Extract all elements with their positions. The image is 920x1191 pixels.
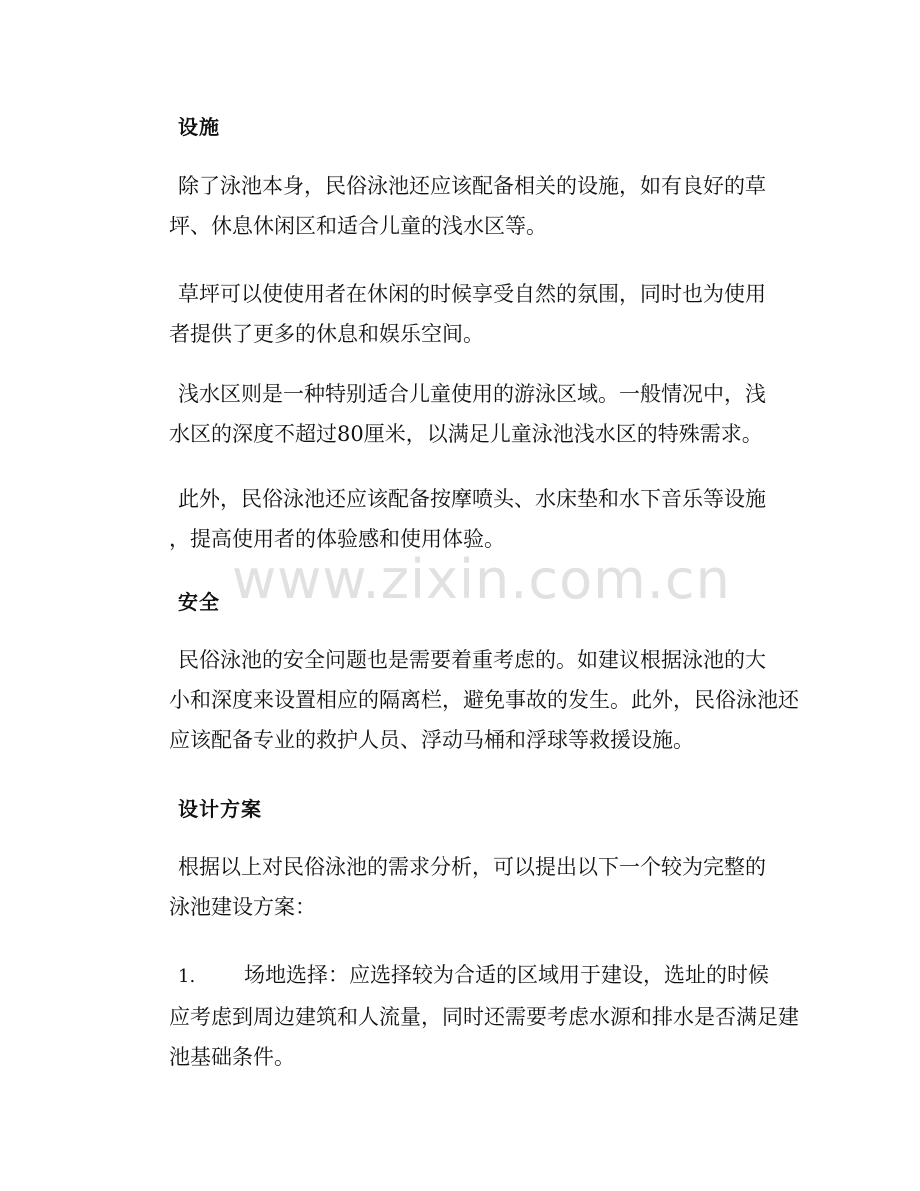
paragraph	[169, 374, 773, 454]
section-heading-facilities: 设施	[178, 115, 220, 139]
paragraph-line: 泳池建设方案：	[169, 895, 316, 919]
paragraph-line: 坪、休息休闲区和适合儿童的浅水区等。	[169, 214, 547, 238]
paragraph	[169, 847, 773, 927]
paragraph-line: 此外，民俗泳池还应该配备按摩喷头、水床垫和水下音乐等设施	[178, 487, 766, 511]
section-heading-safety: 安全	[178, 590, 220, 614]
paragraph	[169, 640, 799, 760]
paragraph-line: 者提供了更多的休息和娱乐空间。	[169, 322, 484, 346]
paragraph	[169, 274, 773, 354]
paragraph-line: 小和深度来设置相应的隔离栏，避免事故的发生。此外，民俗泳池还	[169, 688, 799, 712]
section-heading-design-plan: 设计方案	[178, 797, 262, 821]
paragraph-line: 应该配备专业的救护人员、浮动马桶和浮球等救援设施。	[169, 728, 694, 752]
list-number: 1.	[178, 966, 196, 987]
paragraph-line: 水区的深度不超过80厘米，以满足儿童泳池浅水区的特殊需求。	[169, 422, 763, 446]
list-item	[169, 955, 799, 1077]
paragraph	[169, 166, 773, 246]
list-item-line: 池基础条件。	[169, 1045, 295, 1069]
paragraph-line: ，提高使用者的体验感和使用体验。	[169, 527, 505, 551]
paragraph-line: 草坪可以使使用者在休闲的时候享受自然的氛围，同时也为使用	[178, 282, 766, 306]
paragraph-line: 根据以上对民俗泳池的需求分析，可以提出以下一个较为完整的	[178, 855, 766, 879]
paragraph-line: 民俗泳池的安全问题也是需要着重考虑的。如建议根据泳池的大	[178, 648, 766, 672]
paragraph-line: 除了泳池本身，民俗泳池还应该配备相关的设施，如有良好的草	[178, 174, 766, 198]
list-item-text: 场地选择：应选择较为合适的区域用于建设，选址的时候	[244, 963, 769, 987]
paragraph-line: 浅水区则是一种特别适合儿童使用的游泳区域。一般情况中，浅	[178, 382, 766, 406]
watermark-text: www.zixin.com.cn	[232, 548, 731, 611]
paragraph	[169, 479, 773, 559]
list-item-line: 应考虑到周边建筑和人流量，同时还需要考虑水源和排水是否满足建	[169, 1005, 799, 1029]
